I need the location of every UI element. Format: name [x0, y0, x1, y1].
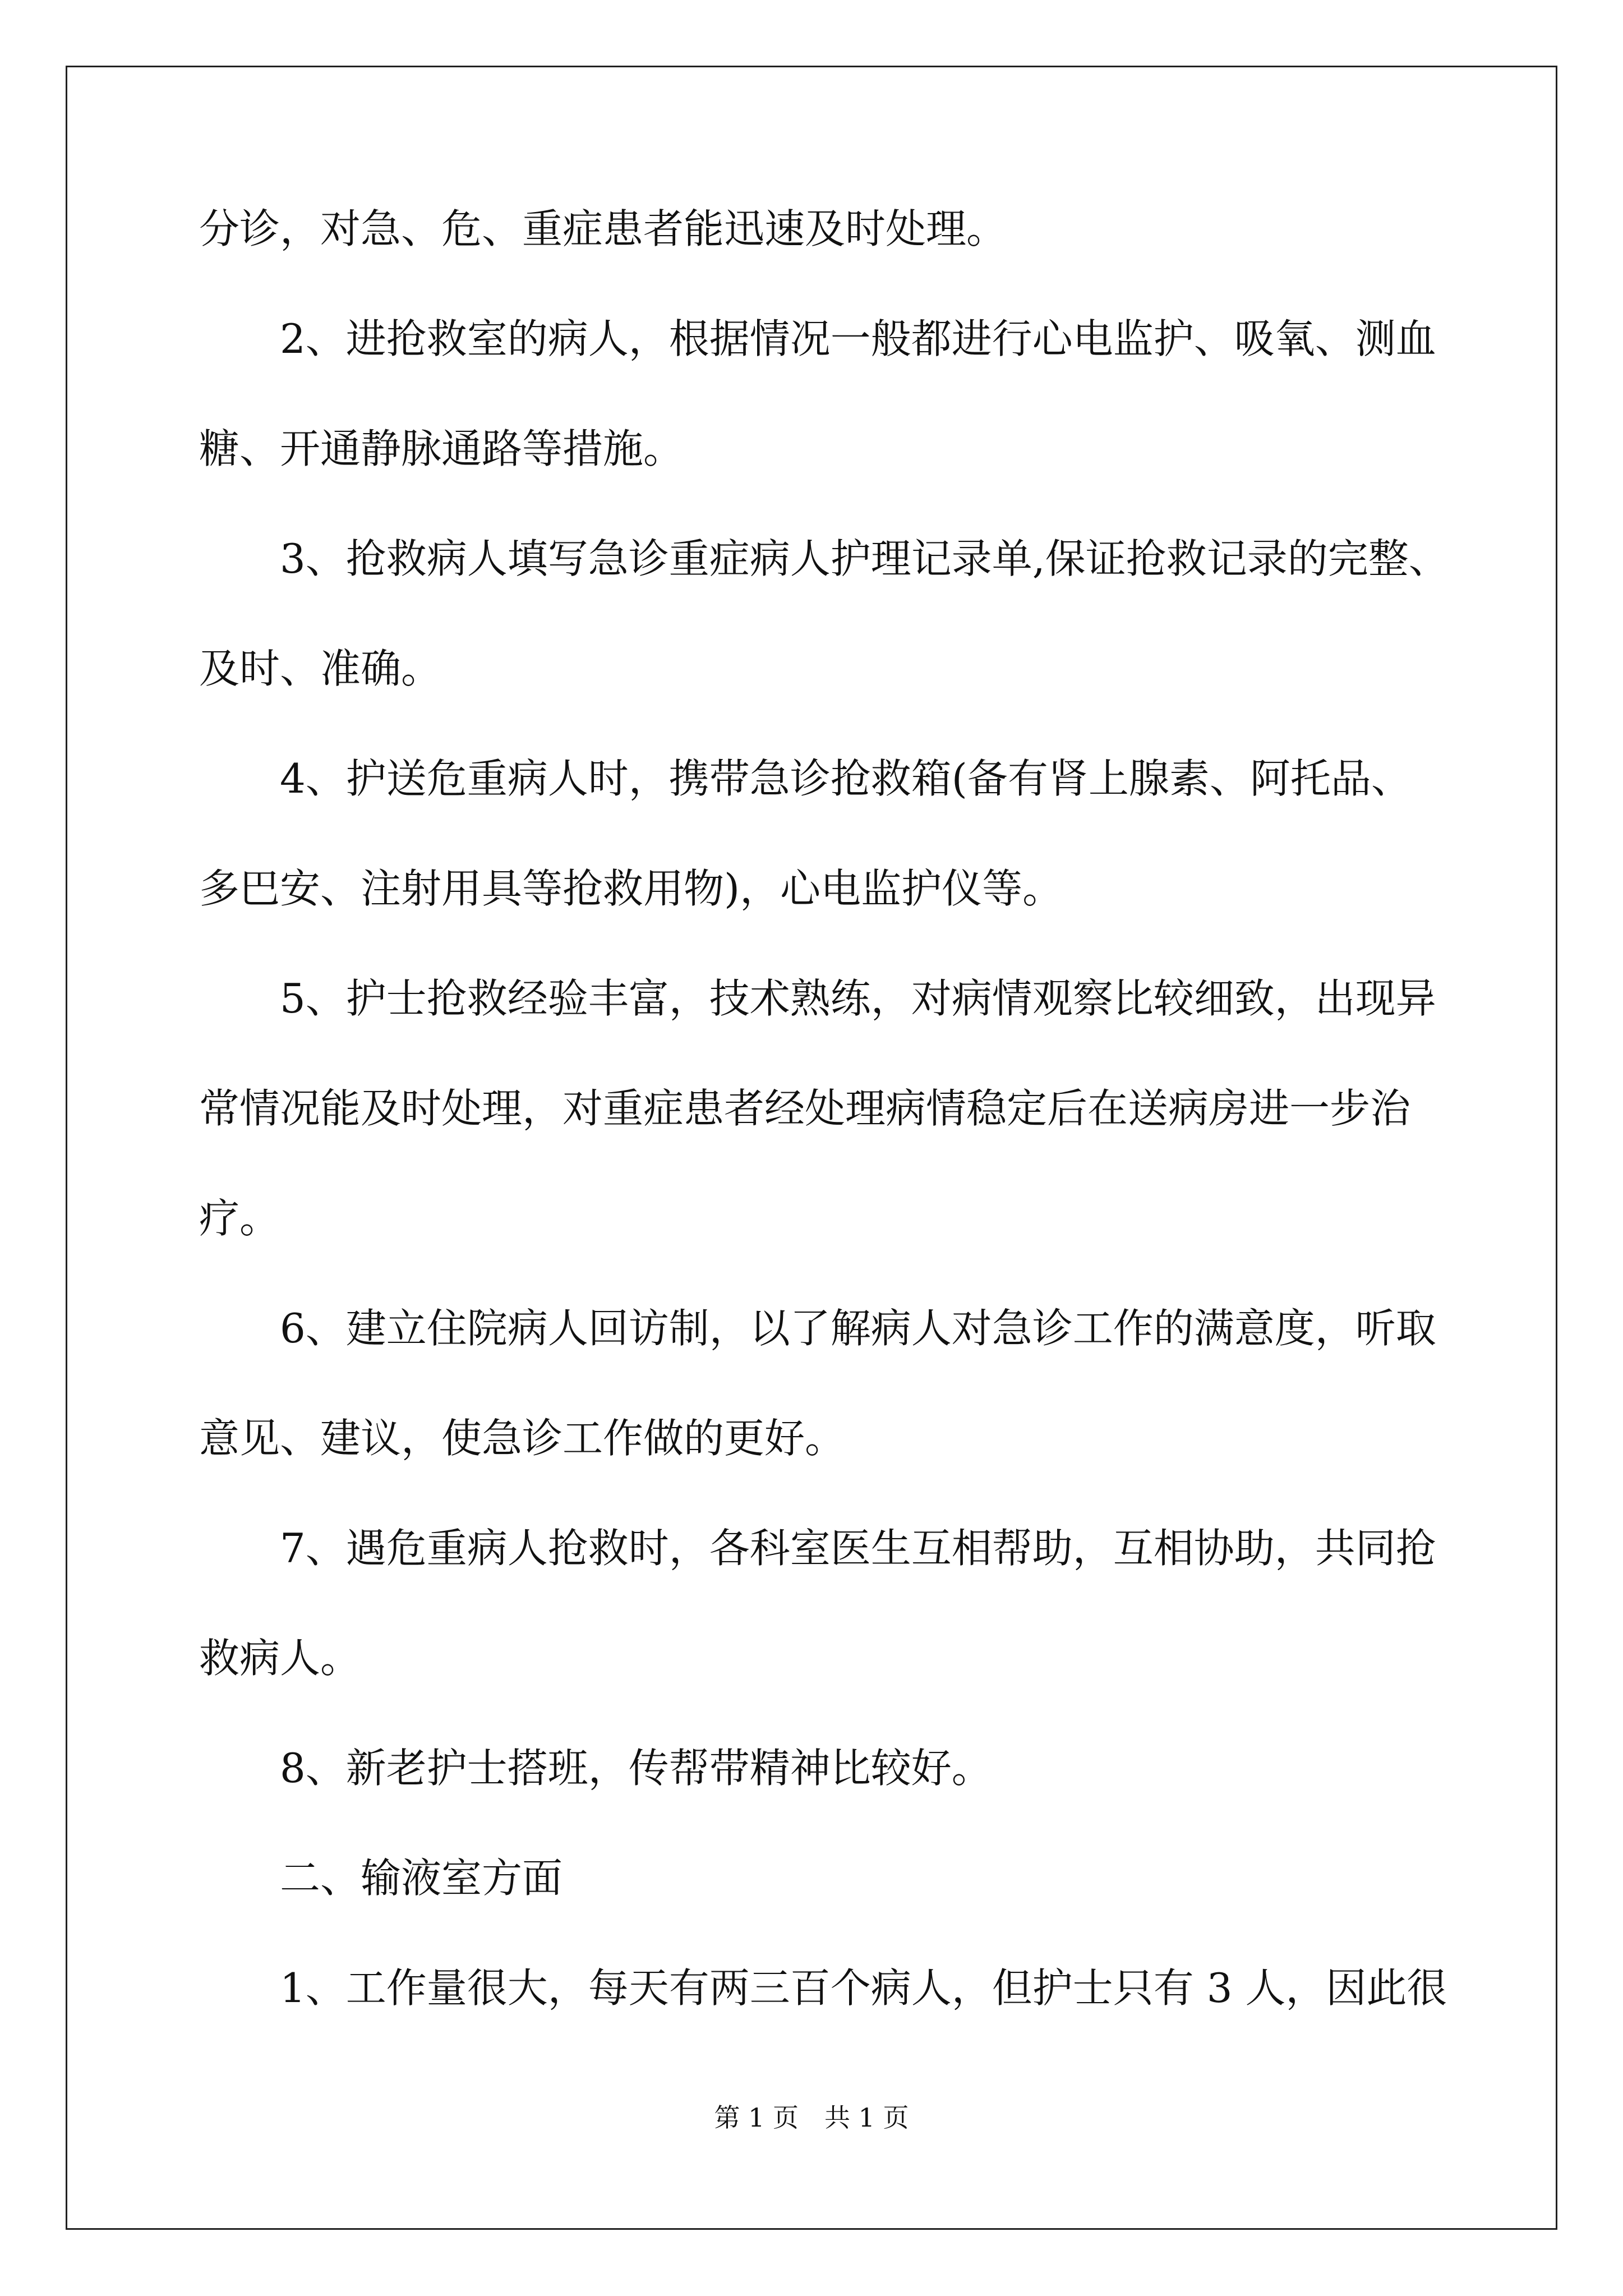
paragraph-line: 6、建立住院病人回访制，以了解病人对急诊工作的满意度，听取: [280, 1305, 1436, 1352]
section-heading-text: 二、输液室方面: [280, 1855, 563, 1902]
paragraph-5: [199, 972, 1436, 1245]
paragraph-line: 2、进抢救室的病人，根据情况一般都进行心电监护、吸氧、测血: [280, 315, 1436, 362]
paragraph-1: [199, 202, 1427, 256]
paragraph-3: [199, 532, 1449, 696]
paragraph-line: 7、遇危重病人抢救时，各科室医生互相帮助，互相协助，共同抢: [280, 1525, 1436, 1572]
paragraph-line: 5、护士抢救经验丰富，技术熟练，对病情观察比较细致，出现异: [280, 975, 1436, 1022]
paragraph-line: 1、工作量很大，每天有两三百个病人，但护士只有 3 人，因此很: [280, 1964, 1447, 2012]
paragraph-6: [199, 1301, 1436, 1465]
paragraph-line: 分诊，对急、危、重症患者能迅速及时处理。: [199, 205, 1007, 252]
paragraph-line: 救病人。: [199, 1635, 361, 1682]
page-number-footer: 第 1 页 共 1 页: [714, 2102, 909, 2133]
paragraph-line: 3、抢救病人填写急诊重症病人护理记录单,保证抢救记录的完整、: [280, 535, 1449, 582]
paragraph-line: 多巴安、注射用具等抢救用物)，心电监护仪等。: [199, 865, 1063, 912]
paragraph-2: [199, 312, 1436, 476]
paragraph-7: [199, 1521, 1436, 1685]
paragraph-line: 4、护送危重病人时，携带急诊抢救箱(备有肾上腺素、阿托品、: [280, 755, 1412, 802]
paragraph-4: [199, 752, 1427, 915]
paragraph-8: [199, 1741, 1427, 1795]
document-body: [199, 202, 1449, 2071]
paragraph-line: 8、新老护士搭班，传帮带精神比较好。: [280, 1745, 992, 1792]
paragraph-line: 及时、准确。: [199, 645, 442, 692]
paragraph-line: 糖、开通静脉通路等措施。: [199, 425, 684, 472]
paragraph-line: 疗。: [199, 1195, 280, 1242]
paragraph-line: 意见、建议，使急诊工作做的更好。: [199, 1415, 846, 1462]
paragraph-line: 常情况能及时处理，对重症患者经处理病情稳定后在送病房进一步治: [199, 1085, 1411, 1132]
section-heading: [199, 1851, 1427, 1905]
paragraph-9: [199, 1961, 1447, 2015]
